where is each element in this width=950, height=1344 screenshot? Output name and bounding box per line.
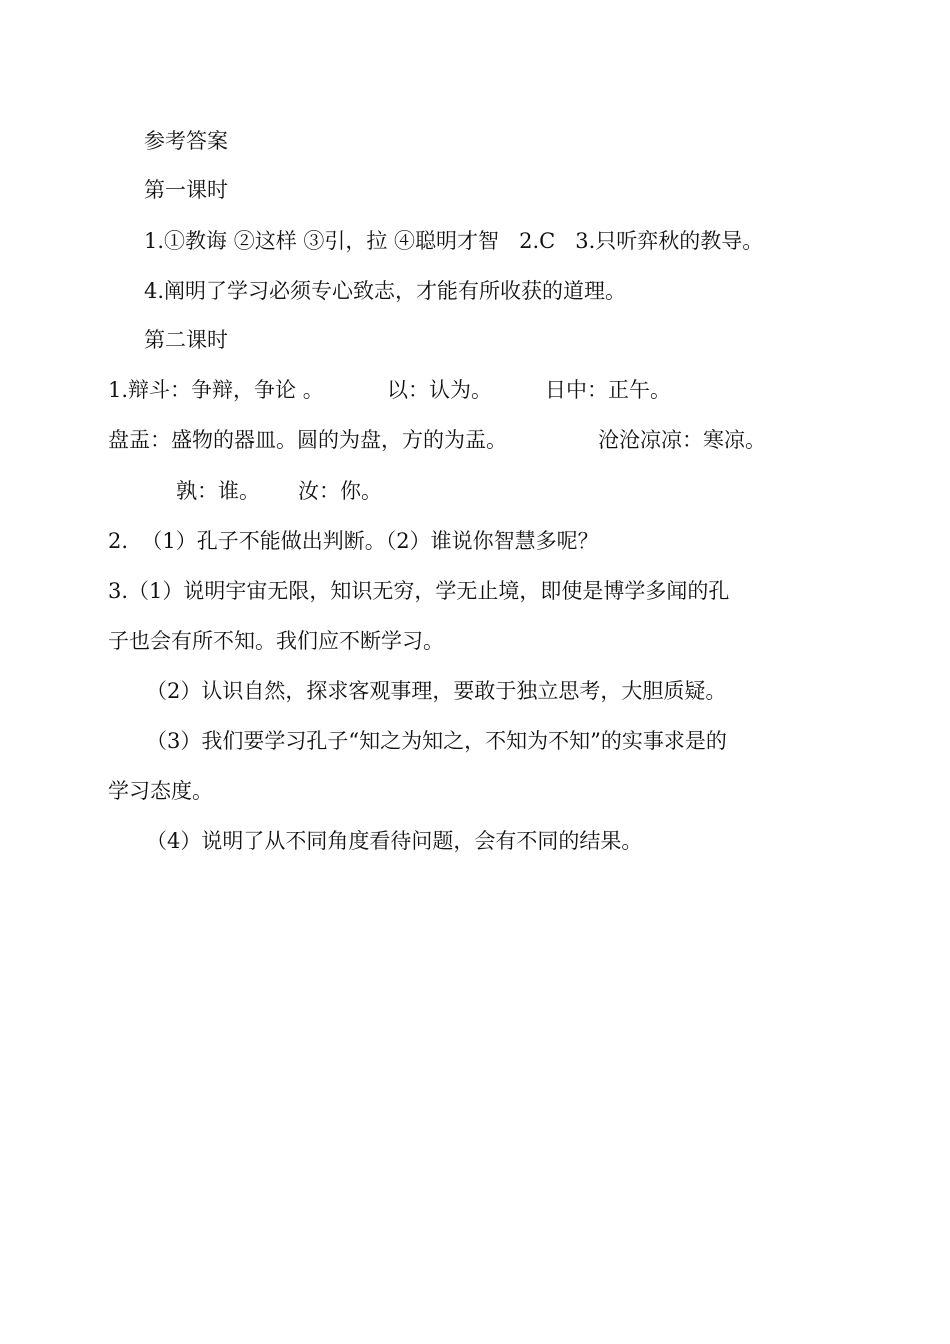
gloss-bian-dou: 1.辩斗：争辩，争论 。 (108, 378, 324, 402)
question-3-part-1-line-2: 子也会有所不知。我们应不断学习。 (108, 629, 444, 653)
question-3-part-3-line-2: 学习态度。 (108, 779, 213, 803)
gloss-shu: 孰：谁。 (176, 479, 260, 503)
lesson-1-title: 第一课时 (144, 178, 228, 202)
lesson-1-answer-line-1: 1.①教诲 ②这样 ③引，拉 ④聪明才智 2.C 3.只听弈秋的教导。 (144, 229, 764, 253)
question-3-part-4: （4）说明了从不同角度看待问题，会有不同的结果。 (146, 829, 643, 853)
gloss-ri-zhong: 日中：正午。 (545, 378, 671, 402)
question-3-part-2: （2）认识自然，探求客观事理，要敢于独立思考，大胆质疑。 (146, 679, 727, 703)
gloss-pan-yu: 盘盂：盛物的器皿。圆的为盘，方的为盂。 (108, 428, 507, 452)
gloss-cang-cang: 沧沧凉凉：寒凉。 (598, 428, 766, 452)
question-3-part-1-line-1: 3.（1）说明宇宙无限，知识无穷，学无止境，即使是博学多闻的孔 (108, 579, 730, 603)
lesson-1-answer-line-2: 4.阐明了学习必须专心致志，才能有所收获的道理。 (144, 279, 627, 303)
answer-heading: 参考答案 (144, 129, 228, 153)
gloss-ru: 汝：你。 (298, 479, 382, 503)
question-2-answer: 2. （1）孔子不能做出判断。（2）谁说你智慧多呢？ (108, 529, 599, 553)
lesson-2-title: 第二课时 (144, 328, 228, 352)
gloss-yi: 以：认为。 (387, 378, 492, 402)
question-3-part-3-line-1: （3）我们要学习孔子“知之为知之，不知为不知”的实事求是的 (146, 729, 727, 753)
